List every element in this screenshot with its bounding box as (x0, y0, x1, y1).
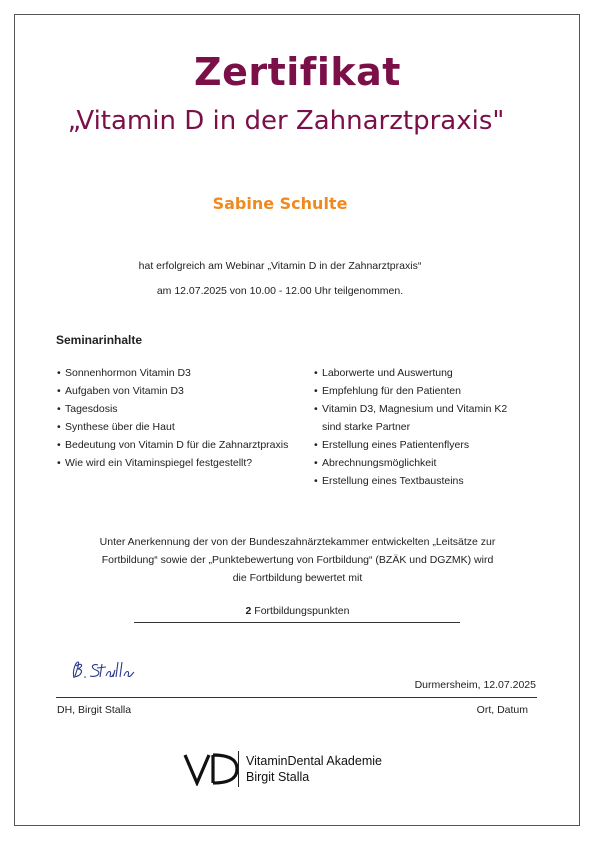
brand-block (246, 753, 382, 785)
participation-line-1: hat erfolgreich am Webinar „Vitamin D in der Zahnarztpraxis“ (138, 260, 422, 272)
logo-divider (238, 751, 239, 787)
points-label: Fortbildungspunkten (251, 605, 350, 617)
recognition-text: Unter Anerkennung der von der Bundeszahnärztekammer entwickelten „Leitsätze zur Fortbildung“ sowie der „Punktebewertung von Fortbildung“ (BZÄK und DGZMK) wird die Fortbildung bewertet mit (99, 536, 496, 584)
points-value: 2 (245, 605, 252, 617)
list-item: • Bedeutung von Vitamin D für die Zahnarztpraxis (57, 439, 289, 451)
list-item: • Erstellung eines Patientenflyers (314, 439, 470, 451)
place-date-value: Durmersheim, 12.07.2025 (414, 679, 536, 691)
list-item: • Aufgaben von Vitamin D3 (57, 385, 184, 397)
list-item: • Synthese über die Haut (57, 421, 175, 433)
seminar-heading: Seminarinhalte (56, 333, 143, 347)
recipient-name: Sabine Schulte (212, 194, 348, 213)
topics-list-right (314, 364, 507, 490)
list-item: • Erstellung eines Textbausteins (314, 475, 464, 487)
vd-logo-icon (183, 752, 241, 786)
certificate-subtitle: „Vitamin D in der Zahnarztpraxis" (67, 106, 505, 136)
signer-name: DH, Birgit Stalla (57, 704, 132, 716)
signature-line (56, 697, 537, 698)
list-item: • Empfehlung für den Patienten (314, 385, 461, 397)
place-date-label: Ort, Datum (476, 704, 528, 716)
credit-points (0, 605, 595, 617)
participation-line-2: am 12.07.2025 von 10.00 - 12.00 Uhr teilgenommen. (156, 285, 404, 297)
signature-image (68, 656, 148, 684)
list-item: • Sonnenhormon Vitamin D3 (57, 367, 191, 379)
list-item: • Abrechnungsmöglichkeit (314, 457, 437, 469)
certificate-title: Zertifikat (194, 50, 401, 94)
list-item: • Laborwerte und Auswertung (314, 367, 453, 379)
list-item: • Wie wird ein Vitaminspiegel festgestellt? (57, 457, 253, 469)
brand-owner: Birgit Stalla (246, 770, 310, 784)
list-item: • Tagesdosis (57, 403, 118, 415)
points-underline (134, 622, 460, 623)
list-item: • Vitamin D3, Magnesium und Vitamin K2 (314, 403, 508, 415)
topics-list-left (57, 364, 288, 472)
list-item: sind starke Partner (322, 421, 411, 433)
brand-name: VitaminDental Akademie (246, 754, 382, 768)
